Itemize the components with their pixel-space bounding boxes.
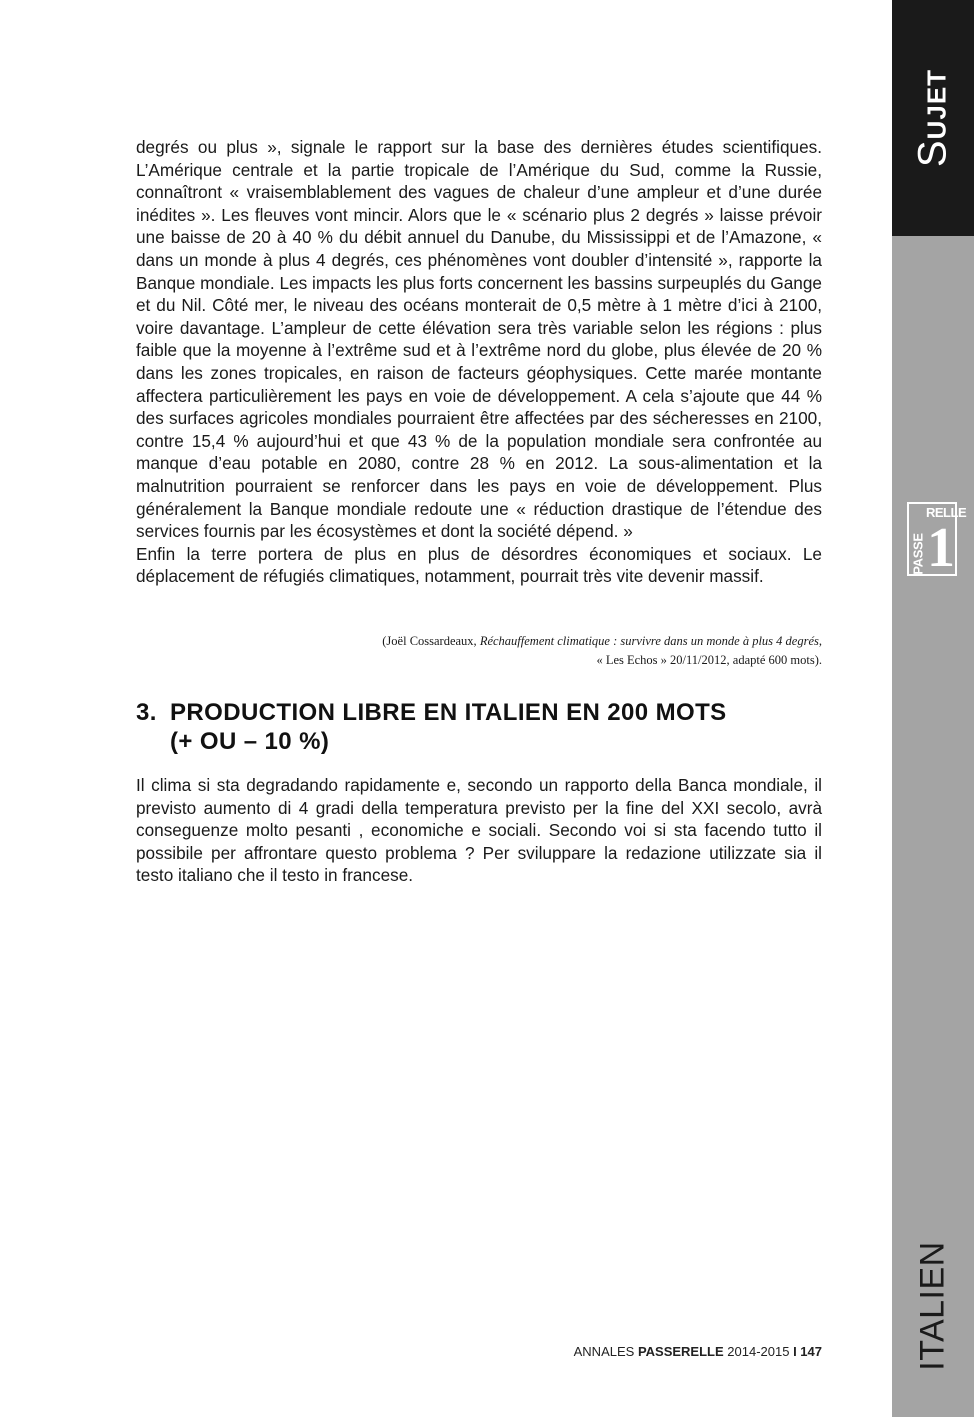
- citation-line2: « Les Echos » 20/11/2012, adapté 600 mots).: [596, 653, 822, 667]
- passerelle-logo: [907, 502, 967, 579]
- article-body: [136, 136, 822, 588]
- article-paragraph: Enfin la terre portera de plus en plus de désordres économiques et sociaux. Le déplacement de réfugiés climatiques, notamment, pourrait très vite devenir massif.: [136, 543, 822, 587]
- logo-number: 1: [927, 517, 955, 579]
- footer-separator: I: [793, 1344, 797, 1359]
- essay-prompt: Il clima si sta degradando rapidamente e, secondo un rapporto della Banca mondiale, il previsto aumento di 4 gradi della temperatura previsto per la fine del XXI secolo, avrà conseguenze molto pesanti , economiche e sociali. Secondo voi si sta facendo tutto il possibile per affrontare questo problema ? Per sviluppare la redazione utilizzate sia il testo italiano che il testo in francese.: [136, 775, 822, 886]
- citation-title: Réchauffement climatique : survivre dans un monde à plus 4 degrés: [479, 634, 819, 648]
- side-tab-bar: [892, 0, 974, 1417]
- footer-annales: ANNALES: [573, 1344, 638, 1359]
- logo-text-top: RELLE: [926, 505, 967, 520]
- subject-label: ITALIEN: [913, 1241, 952, 1371]
- page-number: 147: [796, 1344, 822, 1359]
- side-tab-header: [892, 0, 974, 236]
- citation-line1-end: ,: [818, 634, 822, 648]
- section-title-line2: (+ OU – 10 %): [170, 728, 330, 755]
- source-citation: [136, 632, 822, 670]
- section-label-rest: UJET: [921, 68, 952, 140]
- citation-prefix: (Joël Cossardeaux,: [382, 634, 480, 648]
- page-footer: [574, 1344, 822, 1360]
- section-title-line1: PRODUCTION LIBRE EN ITALIEN EN 200 MOTS: [170, 699, 727, 726]
- article-paragraph: degrés ou plus », signale le rapport sur la base des dernières études scientifiques. L’Amérique centrale et la partie tropicale de l’Amérique du Sud, comme la Russie, connaîtront « vraisemblablement des vagues de chaleur d’une ampleur et d’une durée inédites ». Les fleuves vont mincir. Alors que le « scénario plus 2 degrés » laisse prévoir une baisse de 20 à 40 % du débit annuel du Danube, du Mississippi et de l’Amazone, « dans un monde à plus 4 degrés, ces phénomènes vont doubler d’intensité », rapporte la Banque mondiale. Les impacts les plus forts concernent les bassins surpeuplés du Gange et du Nil. Côté mer, le niveau des océans monterait de 0,5 mètre à 1 mètre d’ici à 2100, voire davantage. L’ampleur de cette élévation sera très variable selon les régions : plus faible que la moyenne à l’extrême sud et à l’extrême nord du globe, plus élevée de 20 % dans les zones tropicales, en raison de facteurs géophysiques. Cette marée montante affectera particulièrement les pays en voie de développement. A cela s’ajoute que 44 % des surfaces agricoles mondiales pourraient être affectées par des sécheresses en 2100, contre 15,4 % aujourd’hui et que 43 % de la population mondiale sera confrontée au manque d’eau potable en 2080, contre 28 % en 2012. La sous-alimentation et la malnutrition pourraient se renforcer dans les pays en voie de développement. Plus généralement la Banque mondiale redoute une « réduction drastique de l’étendue des services fournis par les écosystèmes et dont la société dépend. »: [136, 137, 822, 542]
- section-label-initial: S: [910, 139, 955, 168]
- section-heading: [136, 698, 836, 756]
- footer-year: 2014-2015: [723, 1344, 794, 1359]
- section-number: 3.: [136, 699, 157, 726]
- footer-brand: PASSERELLE: [637, 1344, 724, 1359]
- section-label: [911, 69, 956, 167]
- logo-text-side: PASSE: [910, 533, 926, 575]
